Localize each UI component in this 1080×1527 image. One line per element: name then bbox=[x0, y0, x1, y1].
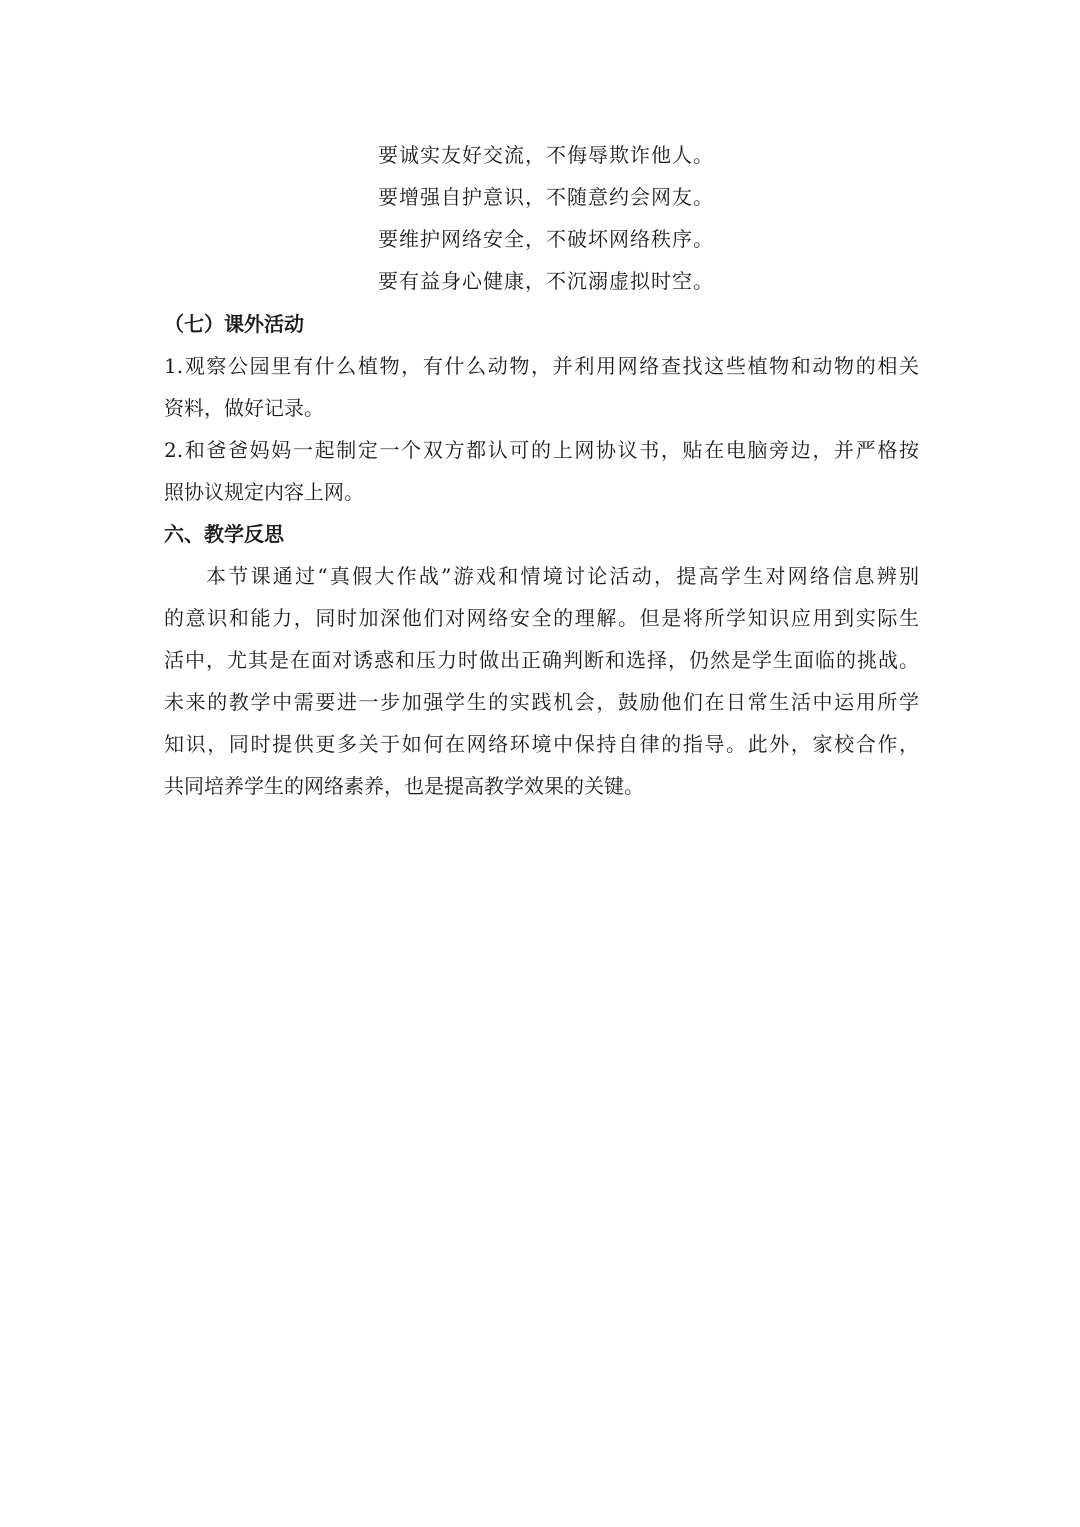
section-heading-extracurricular: （七）课外活动 bbox=[164, 312, 304, 336]
text-line: 的意识和能力，同时加深他们对网络安全的理解。但是将所学知识应用到实际生 bbox=[164, 606, 919, 630]
reflection-paragraph bbox=[164, 555, 919, 807]
activity-item-2 bbox=[164, 429, 919, 513]
text-line: 照协议规定内容上网。 bbox=[164, 480, 364, 504]
text-line: 1.观察公园里有什么植物，有什么动物，并利用网络查找这些植物和动物的相关 bbox=[164, 354, 919, 378]
text-line: 本节课通过“真假大作战”游戏和情境讨论活动，提高学生对网络信息辨别 bbox=[206, 564, 919, 588]
text-line: 共同培养学生的网络素养，也是提高教学效果的关键。 bbox=[164, 774, 644, 798]
pledge-list bbox=[378, 134, 919, 302]
page-content bbox=[164, 134, 919, 807]
pledge-line: 要有益身心健康，不沉溺虚拟时空。 bbox=[378, 269, 714, 293]
text-line: 资料，做好记录。 bbox=[164, 396, 324, 420]
pledge-line: 要增强自护意识，不随意约会网友。 bbox=[378, 185, 714, 209]
section-heading-reflection: 六、教学反思 bbox=[164, 522, 284, 546]
text-line: 活中，尤其是在面对诱惑和压力时做出正确判断和选择，仍然是学生面临的挑战。 bbox=[164, 648, 919, 672]
text-line: 未来的教学中需要进一步加强学生的实践机会，鼓励他们在日常生活中运用所学 bbox=[164, 690, 919, 714]
pledge-line: 要维护网络安全，不破坏网络秩序。 bbox=[378, 227, 714, 251]
text-line: 知识，同时提供更多关于如何在网络环境中保持自律的指导。此外，家校合作， bbox=[164, 732, 919, 756]
activity-item-1 bbox=[164, 345, 919, 429]
text-line: 2.和爸爸妈妈一起制定一个双方都认可的上网协议书，贴在电脑旁边，并严格按 bbox=[164, 438, 919, 462]
pledge-line: 要诚实友好交流，不侮辱欺诈他人。 bbox=[378, 143, 714, 167]
